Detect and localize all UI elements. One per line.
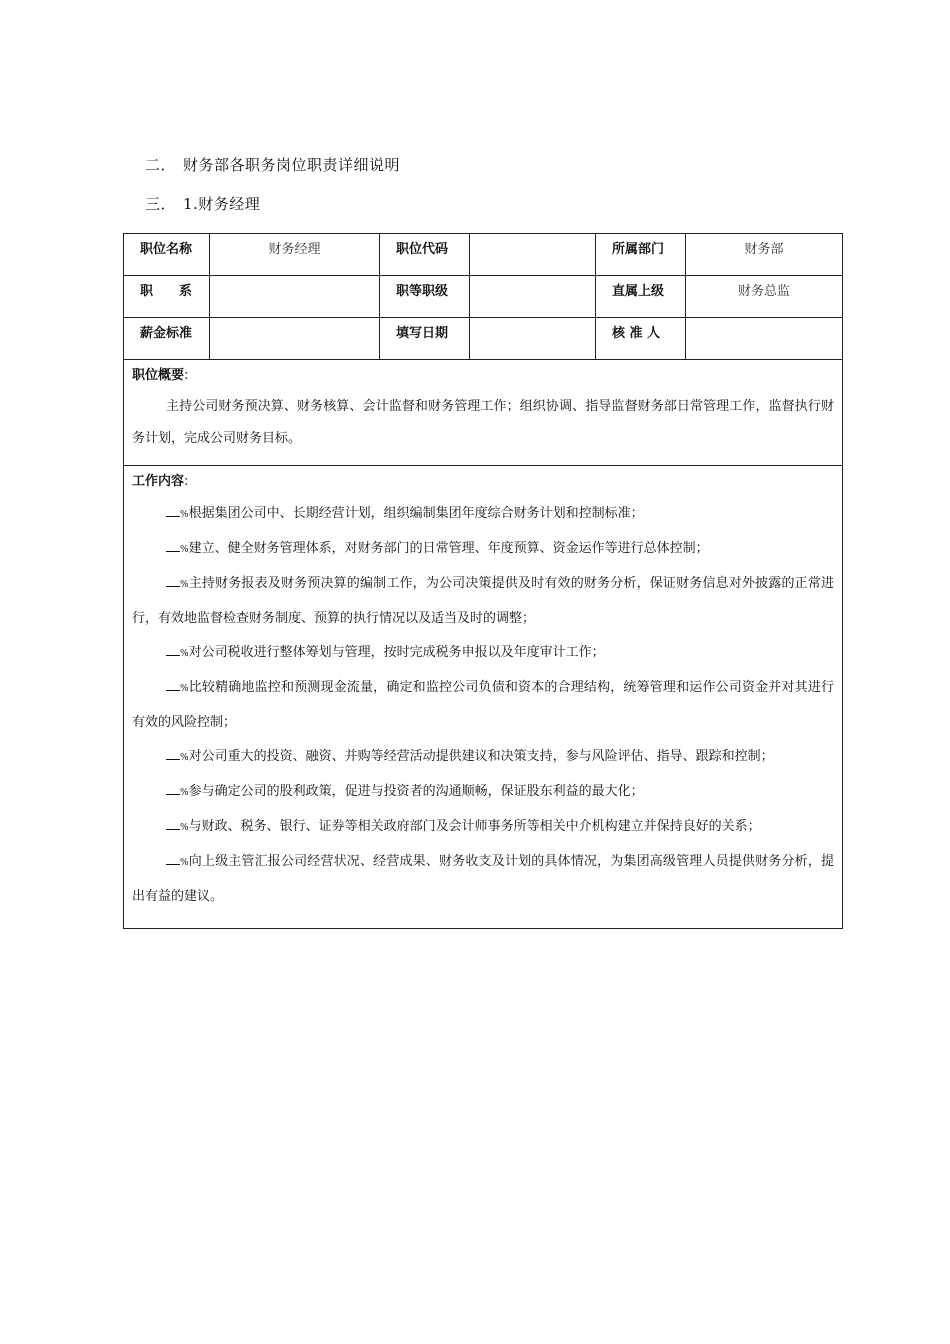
duty-item bbox=[132, 810, 834, 845]
percentage-blank bbox=[166, 782, 180, 795]
duty-text: 与财政、税务、银行、证券等相关政府部门及会计师事务所等相关中介机构建立并保持良好的关系； bbox=[188, 819, 761, 834]
approver-value bbox=[686, 318, 843, 360]
percent-sign: % bbox=[180, 858, 189, 868]
job-description-table bbox=[123, 233, 843, 929]
duty-text: 参与确定公司的股利政策，促进与投资者的沟通顺畅，保证股东利益的最大化； bbox=[188, 784, 644, 799]
position-code-value bbox=[470, 234, 596, 276]
duty-text: 根据集团公司中、长期经营计划，组织编制集团年度综合财务计划和控制标准； bbox=[188, 506, 644, 521]
duty-item bbox=[132, 497, 834, 532]
salary-standard-label: 薪金标准 bbox=[124, 318, 210, 360]
table-row bbox=[124, 360, 843, 466]
duty-item bbox=[132, 740, 834, 775]
percent-sign: % bbox=[180, 510, 189, 520]
salary-standard-value bbox=[210, 318, 380, 360]
percent-sign: % bbox=[180, 753, 189, 763]
summary-text: 主持公司财务预决算、财务核算、会计监督和财务管理工作；组织协调、指导监督财务部日常管理工作，监督执行财务计划，完成公司财务目标。 bbox=[132, 399, 834, 446]
heading-text: 财务部各职务岗位职责详细说明 bbox=[183, 156, 401, 174]
section-heading-responsibilities bbox=[145, 154, 400, 175]
department-value: 财务部 bbox=[686, 234, 843, 276]
fill-date-label: 填写日期 bbox=[380, 318, 470, 360]
job-series-label: 职 系 bbox=[124, 276, 210, 318]
table-row bbox=[124, 318, 843, 360]
duty-text: 向上级主管汇报公司经营状况、经营成果、财务收支及计划的具体情况，为集团高级管理人员提供财务分析，提出有益的建议。 bbox=[132, 854, 834, 904]
summary-cell bbox=[124, 360, 843, 466]
duty-text: 比较精确地监控和预测现金流量，确定和监控公司负债和资本的合理结构，统筹管理和运作公司资金并对其进行有效的风险控制； bbox=[132, 680, 834, 730]
approver-label: 核 准 人 bbox=[596, 318, 686, 360]
table-row bbox=[124, 276, 843, 318]
percent-sign: % bbox=[180, 649, 189, 659]
percentage-blank bbox=[166, 747, 180, 760]
direct-supervisor-label: 直属上级 bbox=[596, 276, 686, 318]
duty-text: 建立、健全财务管理体系，对财务部门的日常管理、年度预算、资金运作等进行总体控制； bbox=[188, 541, 709, 556]
duty-item bbox=[132, 636, 834, 671]
duties-title-text: 工作内容 bbox=[132, 474, 185, 489]
grade-level-label: 职等职级 bbox=[380, 276, 470, 318]
duty-item bbox=[132, 775, 834, 810]
position-name-label: 职位名称 bbox=[124, 234, 210, 276]
direct-supervisor-value: 财务总监 bbox=[686, 276, 843, 318]
percentage-blank bbox=[166, 678, 180, 691]
fill-date-value bbox=[470, 318, 596, 360]
percentage-blank bbox=[166, 574, 180, 587]
duties-title-colon: : bbox=[184, 474, 189, 489]
duty-item bbox=[132, 567, 834, 636]
duties-list bbox=[132, 497, 834, 914]
summary-title-colon: : bbox=[184, 368, 189, 383]
percent-sign: % bbox=[180, 580, 189, 590]
duty-text: 主持财务报表及财务预决算的编制工作，为公司决策提供及时有效的财务分析，保证财务信息对外披露的正常进行，有效地监督检查财务制度、预算的执行情况以及适当及时的调整； bbox=[132, 576, 834, 626]
summary-title-text: 职位概要 bbox=[132, 368, 185, 383]
duties-cell bbox=[124, 466, 843, 929]
percentage-blank bbox=[166, 852, 180, 865]
duty-item bbox=[132, 671, 834, 740]
duty-text: 对公司税收进行整体筹划与管理，按时完成税务申报以及年度审计工作； bbox=[188, 645, 605, 660]
position-name-value: 财务经理 bbox=[210, 234, 380, 276]
duty-item bbox=[132, 532, 834, 567]
section-heading-finance-manager bbox=[145, 193, 260, 214]
percentage-blank bbox=[166, 504, 180, 517]
position-code-label: 职位代码 bbox=[380, 234, 470, 276]
table-row bbox=[124, 234, 843, 276]
percent-sign: % bbox=[180, 823, 189, 833]
percentage-blank bbox=[166, 539, 180, 552]
percent-sign: % bbox=[180, 545, 189, 555]
summary-title bbox=[132, 364, 834, 383]
department-label: 所属部门 bbox=[596, 234, 686, 276]
duty-text: 对公司重大的投资、融资、并购等经营活动提供建议和决策支持，参与风险评估、指导、跟踪和控制； bbox=[188, 749, 774, 764]
heading-text: 1.财务经理 bbox=[183, 195, 261, 213]
heading-number: 二． bbox=[145, 156, 177, 174]
percentage-blank bbox=[166, 643, 180, 656]
grade-level-value bbox=[470, 276, 596, 318]
job-series-value bbox=[210, 276, 380, 318]
percentage-blank bbox=[166, 817, 180, 830]
duty-item bbox=[132, 845, 834, 914]
duties-title bbox=[132, 470, 834, 489]
percent-sign: % bbox=[180, 788, 189, 798]
table-row bbox=[124, 466, 843, 929]
heading-number: 三． bbox=[145, 195, 177, 213]
percent-sign: % bbox=[180, 684, 189, 694]
